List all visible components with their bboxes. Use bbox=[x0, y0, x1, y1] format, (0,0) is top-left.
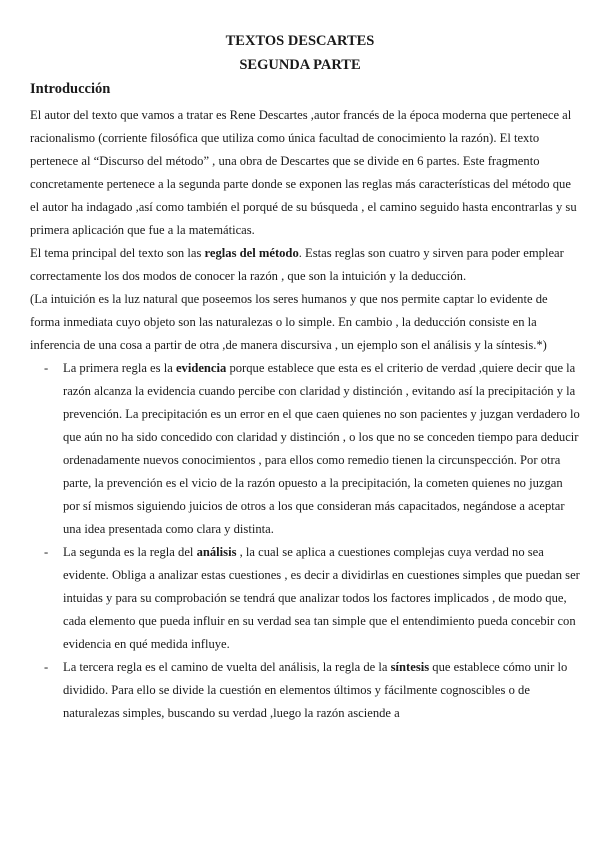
document-body bbox=[30, 104, 580, 725]
rules-list bbox=[30, 357, 580, 725]
rule-text-end: , la cual se aplica a cuestiones complejas cuya verdad no sea evidente. Obliga a analizar estas cuestiones , es decir a dividirlas en cuestiones simples que puedan ser intuidas y para su comprobación se tendrá que analizar todos los factores implicados , de modo que, cada elemento que pueda influir en su verdad sea tan simple que el entendimiento pueda concebir con evidencia en qué medida influye. bbox=[63, 545, 580, 651]
document-title: TEXTOS DESCARTES bbox=[225, 33, 375, 49]
keyword-sintesis: síntesis bbox=[390, 660, 430, 674]
paragraph-intuition-deduction: (La intuición es la luz natural que poseemos los seres humanos y que nos permite captar lo evidente de forma inmediata cuyo objeto son las naturalezas o lo simple. En cambio , la deducción consiste en la inferencia de una cosa a partir de otra ,de manera discursiva , un ejemplo son el análisis y la síntesis.*) bbox=[30, 292, 548, 352]
list-item-rule-sintesis bbox=[30, 656, 580, 725]
rule-text-end: que establece cómo unir lo dividido. Para ello se divide la cuestión en elementos últimos y fácilmente cognoscibles o de naturalezas simples, buscando su verdad ,luego la razón asciende a bbox=[63, 660, 568, 720]
paragraph-theme bbox=[30, 242, 580, 288]
paragraph-theme-text-end: . Estas reglas son cuatro y sirven para poder emplear correctamente los dos modos de conocer la razón , que son la intuición y la deducción. bbox=[30, 246, 564, 283]
list-item-rule-evidencia bbox=[30, 357, 580, 541]
document-subtitle: SEGUNDA PARTE bbox=[239, 57, 361, 73]
bullet-dash: - bbox=[44, 660, 49, 674]
rule-text-start: La tercera regla es el camino de vuelta del análisis, la regla de la bbox=[63, 660, 391, 674]
paragraph-theme-text-start: El tema principal del texto son las bbox=[30, 246, 205, 260]
keyword-evidencia: evidencia bbox=[175, 361, 227, 375]
rule-text-start: La primera regla es la bbox=[63, 361, 176, 375]
keyword-reglas-del-metodo: reglas del método bbox=[204, 246, 299, 260]
paragraph-author: El autor del texto que vamos a tratar es Rene Descartes ,autor francés de la época moderna que pertenece al racionalismo (corriente filosófica que utiliza como única facultad de conocimiento la razón). El texto pertenece al “Discurso del método” , una obra de Descartes que se divide en 6 partes. Este fragmento concretamente pertenece a la segunda parte donde se exponen las reglas más características del método que el autor ha indagado ,así como también el porqué de su búsqueda , el camino seguido hasta encontrarlas y su primera aplicación que fue a la matemáticas. bbox=[30, 108, 577, 237]
bullet-dash: - bbox=[44, 361, 49, 375]
bullet-dash: - bbox=[44, 545, 49, 559]
rule-text-end: porque establece que esta es el criterio de verdad ,quiere decir que la razón alcanza la evidencia cuando percibe con claridad y distinción , evitando así la precipitación y la prevención. La precipitación es un error en el que caen quienes no son pacientes y juzgan verdadero lo que aún no ha sido concedido con claridad y distinción , o los que no se conceden tiempo para deducir ordenadamente nuevos conocimientos , para ellos como remedio tienen la circunspección. Por otra parte, la prevención es el vicio de la razón opuesto a la precipitación, la cometen quienes no juzgan por sí mismos siguiendo juicios de otros a los que consideran más capacitados, negándose a aceptar una idea presentada como clara y distinta. bbox=[63, 361, 580, 536]
rule-text-start: La segunda es la regla del bbox=[63, 545, 197, 559]
section-heading-introduccion: Introducción bbox=[30, 81, 111, 97]
list-item-rule-analisis bbox=[30, 541, 580, 656]
keyword-analisis: análisis bbox=[196, 545, 237, 559]
